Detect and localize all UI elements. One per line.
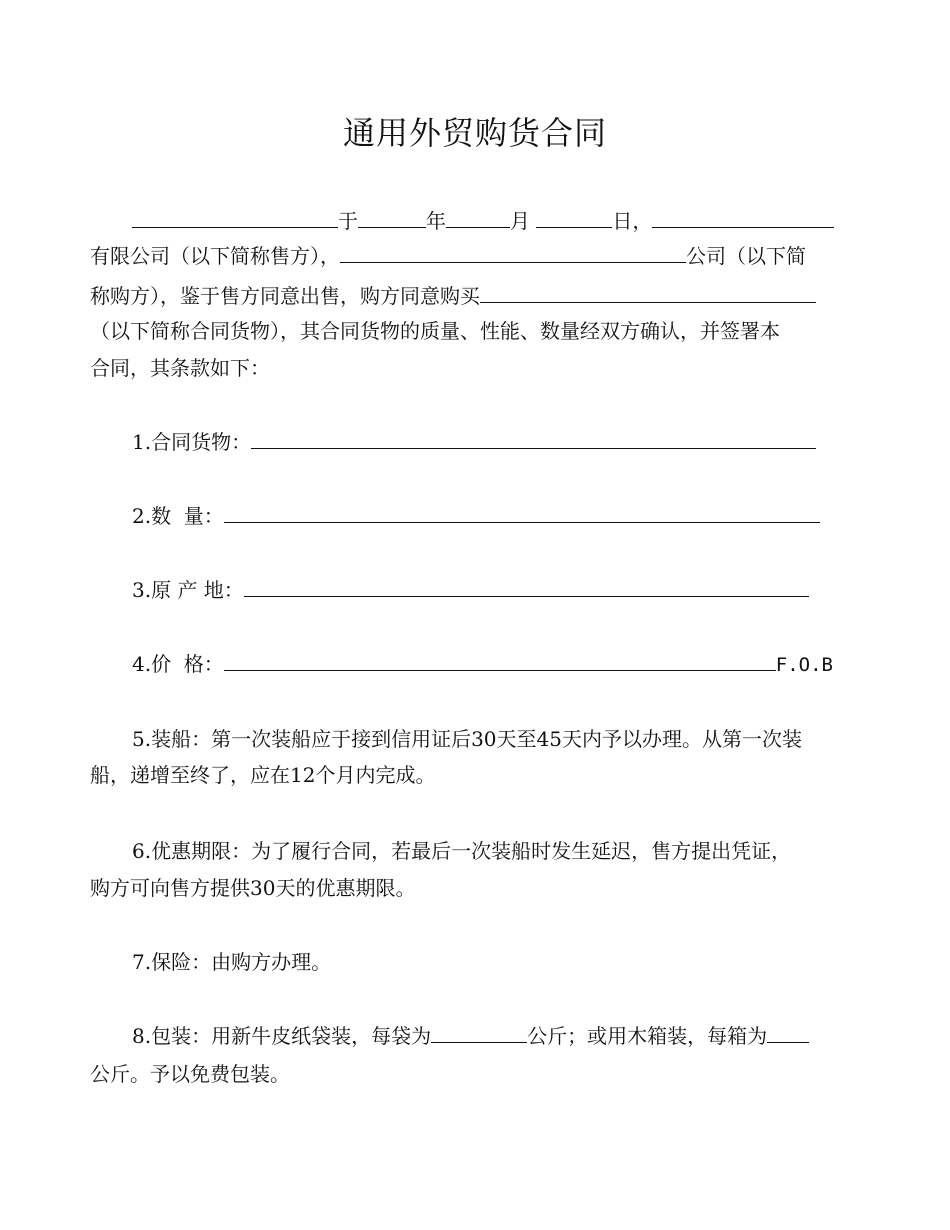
clause-5-line-1: 5.装船：第一次装船应于接到信用证后30天至45天内予以办理。从第一次装: [132, 727, 802, 751]
clause-1-label: 1.合同货物：: [132, 430, 252, 454]
clause-6-line-2: 购方可向售方提供30天的优惠期限。: [90, 876, 416, 900]
clause-8-text-b: 公斤；或用木箱装，每箱为: [527, 1024, 768, 1048]
blank-goods-name[interactable]: [480, 281, 816, 303]
document-title: 通用外贸购货合同: [342, 114, 607, 152]
intro-line-2: [90, 238, 860, 274]
blank-seller-name[interactable]: [652, 206, 834, 228]
clause-8-line-2: 公斤。予以免费包装。: [90, 1062, 290, 1086]
clause-2-label: 2.数 量：: [132, 504, 224, 528]
intro-text-seller: 有限公司（以下简称售方），: [90, 244, 340, 268]
blank-clause-4[interactable]: [224, 649, 776, 671]
clause-4-price: [90, 646, 860, 682]
clause-4-label: 4.价 格：: [132, 652, 224, 676]
blank-clause-2[interactable]: [224, 501, 820, 523]
blank-month[interactable]: [446, 206, 510, 228]
blank-bag-weight[interactable]: [431, 1021, 527, 1043]
blank-clause-3[interactable]: [244, 575, 809, 597]
clause-8-text-a: 8.包装：用新牛皮纸袋装，每袋为: [132, 1024, 432, 1048]
blank-party-name[interactable]: [132, 206, 338, 228]
clause-5-line-2: 船，递增至终了，应在12个月内完成。: [90, 763, 436, 787]
clause-3-origin: [90, 572, 860, 608]
blank-buyer-name[interactable]: [340, 241, 686, 263]
intro-line-3: [90, 278, 860, 314]
intro-text-nian: 年: [426, 209, 446, 233]
clause-4-fob: F.O.B: [775, 654, 833, 676]
blank-clause-1[interactable]: [251, 427, 816, 449]
intro-text-buyer: 公司（以下简: [686, 244, 806, 268]
blank-day[interactable]: [536, 206, 612, 228]
clause-1-goods: [90, 424, 860, 460]
clause-6-line-1: 6.优惠期限：为了履行合同，若最后一次装船时发生延迟，售方提出凭证，: [132, 839, 792, 863]
intro-text-yue: 月: [510, 209, 530, 233]
intro-text-agree: 称购方），鉴于售方同意出售，购方同意购买: [90, 284, 480, 308]
clause-8-line-1: [90, 1018, 860, 1054]
intro-line-1: [90, 203, 860, 239]
blank-box-weight[interactable]: [767, 1021, 809, 1043]
intro-text-yu: 于: [338, 209, 358, 233]
clause-3-label: 3.原 产 地：: [132, 578, 244, 602]
clause-7-insurance: 7.保险：由购方办理。: [132, 950, 332, 974]
blank-year[interactable]: [358, 206, 426, 228]
intro-line-5: 合同，其条款如下：: [90, 356, 270, 380]
intro-line-4: （以下简称合同货物），其合同货物的质量、性能、数量经双方确认，并签署本: [90, 319, 780, 343]
clause-2-quantity: [90, 498, 860, 534]
intro-text-ri: 日，: [612, 209, 653, 233]
